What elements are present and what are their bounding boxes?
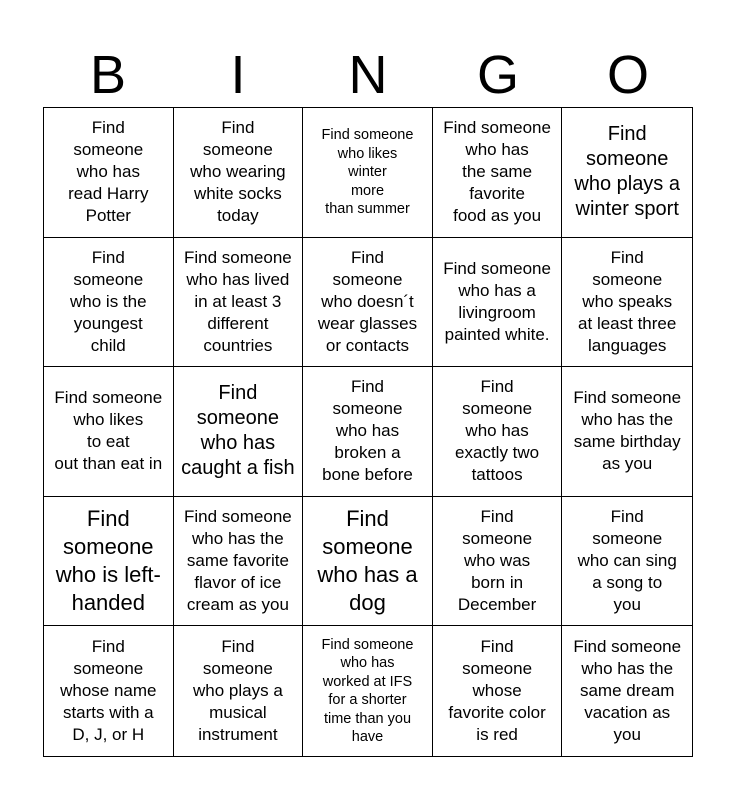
bingo-cell[interactable] xyxy=(44,367,174,497)
cell-text: Find someone who was born in December xyxy=(457,507,537,615)
bingo-cell[interactable] xyxy=(44,626,174,756)
bingo-cell[interactable] xyxy=(174,497,304,627)
cell-text: Find someone who has the same dream vacation as you xyxy=(573,637,682,745)
bingo-cell[interactable] xyxy=(174,238,304,368)
bingo-cell[interactable] xyxy=(562,238,692,368)
bingo-cell[interactable] xyxy=(433,108,563,238)
cell-text: Find someone who can sing a song to you xyxy=(577,507,677,615)
bingo-cell[interactable] xyxy=(44,108,174,238)
cell-text: Find someone who plays a musical instrument xyxy=(193,637,283,745)
cell-text: Find someone who is left- handed xyxy=(55,506,161,616)
bingo-cell[interactable] xyxy=(174,626,304,756)
cell-text: Find someone who likes to eat out than eat in xyxy=(54,388,163,474)
title-letter-n: N xyxy=(348,45,388,105)
cell-text: Find someone who has a dog xyxy=(317,506,418,616)
cell-text: Find someone who has the same birthday as you xyxy=(573,388,682,474)
bingo-cell[interactable] xyxy=(562,626,692,756)
cell-text: Find someone who has lived in at least 3 different countries xyxy=(184,247,292,355)
bingo-title xyxy=(43,44,693,106)
bingo-cell[interactable] xyxy=(303,497,433,627)
cell-text: Find someone who has read Harry Potter xyxy=(68,118,149,226)
cell-text: Find someone who has worked at IFS for a shorter time than you have xyxy=(321,636,414,746)
bingo-cell[interactable] xyxy=(303,367,433,497)
bingo-cell[interactable] xyxy=(433,367,563,497)
bingo-cell[interactable] xyxy=(44,238,174,368)
cell-text: Find someone who has exactly two tattoos xyxy=(455,377,540,485)
cell-text: Find someone who wearing white socks today xyxy=(190,118,286,226)
bingo-cell[interactable] xyxy=(303,108,433,238)
bingo-cell[interactable] xyxy=(44,497,174,627)
title-letter-g: G xyxy=(476,45,519,105)
cell-text: Find someone who likes winter more than summer xyxy=(321,127,414,218)
bingo-cell[interactable] xyxy=(174,108,304,238)
bingo-cell[interactable] xyxy=(562,367,692,497)
bingo-cell[interactable] xyxy=(433,626,563,756)
cell-text: Find someone who has broken a bone before xyxy=(322,377,413,485)
cell-text: Find someone whose favorite color is red xyxy=(448,637,546,745)
title-letter-b: B xyxy=(89,45,127,105)
bingo-cell[interactable] xyxy=(303,238,433,368)
cell-text: Find someone who speaks at least three languages xyxy=(578,247,677,355)
cell-text: Find someone who is the youngest child xyxy=(70,247,147,355)
cell-text: Find someone who has a livingroom painted white. xyxy=(443,258,551,344)
bingo-cell[interactable] xyxy=(174,367,304,497)
bingo-cell[interactable] xyxy=(433,238,563,368)
bingo-cell[interactable] xyxy=(433,497,563,627)
bingo-cell[interactable] xyxy=(303,626,433,756)
cell-text: Find someone who has caught a fish xyxy=(181,382,295,480)
bingo-cell[interactable] xyxy=(562,497,692,627)
cell-text: Find someone who has the same favorite food as you xyxy=(443,118,551,226)
title-letter-o: O xyxy=(606,45,649,105)
cell-text: Find someone who plays a winter sport xyxy=(574,123,680,221)
bingo-cell[interactable] xyxy=(562,108,692,238)
cell-text: Find someone who doesn´t wear glasses or contacts xyxy=(317,247,418,355)
title-letter-i: I xyxy=(230,45,246,105)
bingo-grid xyxy=(43,107,693,757)
cell-text: Find someone whose name starts with a D, J, or H xyxy=(60,637,157,745)
cell-text: Find someone who has the same favorite flavor of ice cream as you xyxy=(184,507,292,615)
